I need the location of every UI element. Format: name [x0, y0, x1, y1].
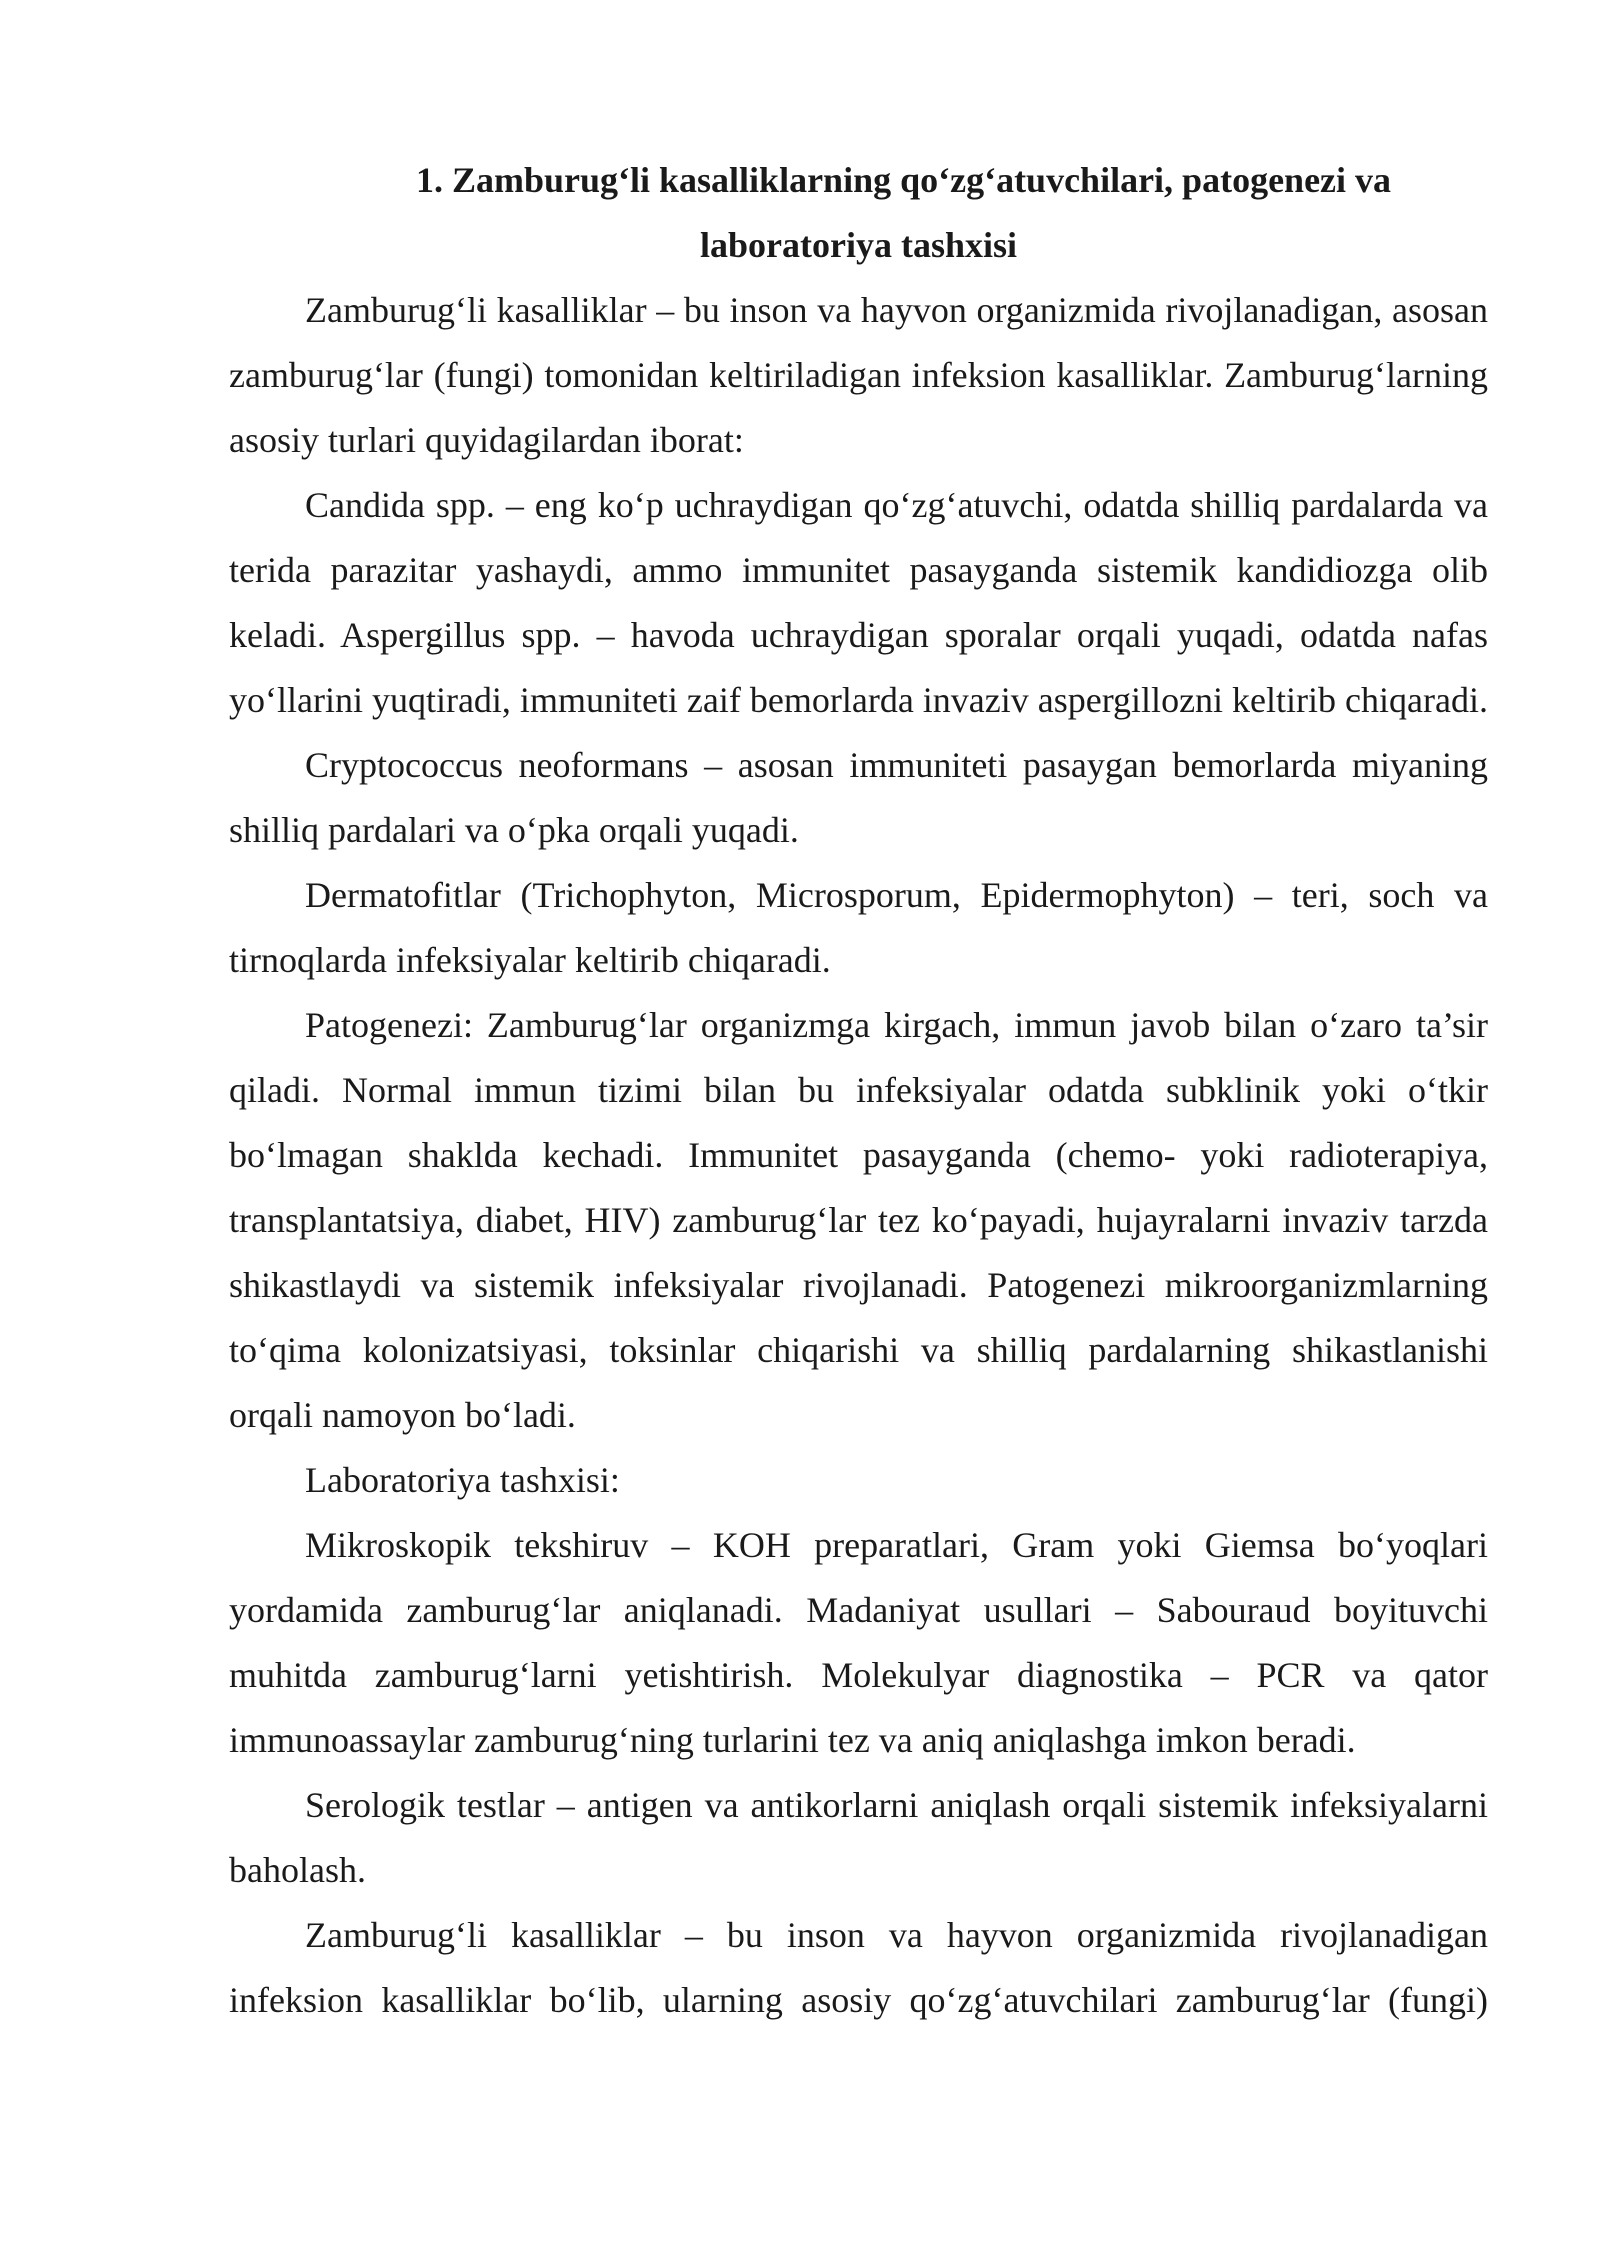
paragraph-patogenezi: Patogenezi: Zamburug‘lar organizmga kirgach, immun javob bilan o‘zaro ta’sir qiladi. Normal immun tizimi bilan bu infeksiyalar odatda subklinik yoki o‘tkir bo‘lmagan shaklda kechadi. Immunitet pasayganda (chemo- yoki radioterapiya, transplantatsiya, diabet, HIV) zamburug‘lar tez ko‘payadi, hujayralarni invaziv tarzda shikastlaydi va sistemik infeksiyalar rivojlanadi. Patogenezi mikroorganizmlarning to‘qima kolonizatsiyasi, toksinlar chiqarishi va shilliq pardalarning shikastlanishi orqali namoyon bo‘ladi. — [229, 1005, 1488, 1435]
paragraph-dermatofitlar: Dermatofitlar (Trichophyton, Microsporum, Epidermophyton) – teri, soch va tirnoqlarda infeksiyalar keltirib chiqaradi. — [229, 875, 1488, 980]
paragraph-summary: Zamburug‘li kasalliklar – bu inson va hayvon organizmida rivojlanadigan infeksion kasalliklar bo‘lib, ularning asosiy qo‘zg‘atuvchilari zamburug‘lar (fungi) — [229, 1915, 1488, 2020]
section-title-line-1: 1. Zamburug‘li kasalliklarning qo‘zg‘atuvchilari, patogenezi va — [415, 160, 1392, 200]
section-title-line-2: laboratoriya tashxisi — [699, 225, 1017, 265]
paragraph-definition: Zamburug‘li kasalliklar – bu inson va hayvon organizmida rivojlanadigan, asosan zamburug‘lar (fungi) tomonidan keltiriladigan infeksion kasalliklar. Zamburug‘larning asosiy turlari quyidagilardan iborat: — [229, 290, 1488, 460]
document-body — [229, 148, 1488, 2033]
section-title — [229, 148, 1488, 278]
paragraph-laboratoriya-heading: Laboratoriya tashxisi: — [305, 1460, 620, 1500]
paragraph-serologik: Serologik testlar – antigen va antikorlarni aniqlash orqali sistemik infeksiyalarni baholash. — [229, 1785, 1488, 1890]
paragraph-mikroskopik: Mikroskopik tekshiruv – KOH preparatlari, Gram yoki Giemsa bo‘yoqlari yordamida zamburug‘lar aniqlanadi. Madaniyat usullari – Sabouraud boyituvchi muhitda zamburug‘larni yetishtirish. Molekulyar diagnostika – PCR va qator immunoassaylar zamburug‘ning turlarini tez va aniq aniqlashga imkon beradi. — [229, 1525, 1488, 1760]
paragraph-candida-aspergillus: Candida spp. – eng ko‘p uchraydigan qo‘zg‘atuvchi, odatda shilliq pardalarda va terida parazitar yashaydi, ammo immunitet pasayganda sistemik kandidiozga olib keladi. Aspergillus spp. – havoda uchraydigan sporalar orqali yuqadi, odatda nafas yo‘llarini yuqtiradi, immuniteti zaif bemorlarda invaziv aspergillozni keltirib chiqaradi. — [229, 485, 1488, 720]
paragraph-cryptococcus: Cryptococcus neoformans – asosan immuniteti pasaygan bemorlarda miyaning shilliq pardalari va o‘pka orqali yuqadi. — [229, 745, 1488, 850]
